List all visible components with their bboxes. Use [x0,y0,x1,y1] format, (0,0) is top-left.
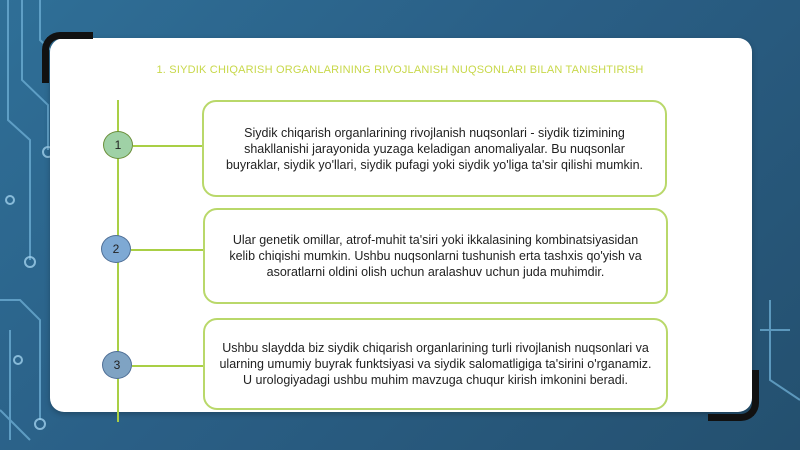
slide-title: 1. SIYDIK CHIQARISH ORGANLARINING RIVOJLANISH NUQSONLARI BILAN TANISHTIRISH [156,64,644,76]
card-corner-bottom-right [708,370,759,421]
content-box-3 [203,318,668,410]
content-box-1 [202,100,667,197]
timeline-node-3: 3 [102,351,132,379]
content-text-3: Ushbu slaydda biz siydik chiqarish organlarining turli rivojlanish nuqsonlari va ularning umumiy buyrak funktsiyasi va siydik salomatligiga ta'sirini o'rganamiz. U urologiyadagi ushbu muhim mavzuga chuqur kirish imkonini beradi. [219,341,652,387]
timeline-node-1: 1 [103,131,133,159]
timeline-node-2: 2 [101,235,131,263]
connector-1 [133,145,203,147]
connector-2 [131,249,204,251]
content-text-2: Ular genetik omillar, atrof-muhit ta'siri yoki ikkalasining kombinatsiyasidan kelib chiqishi mumkin. Ushbu nuqsonlarni tushunish erta tashxis qo'yish va asoratlarni oldini olish uchun aralashuv uchun juda muhimdir. [229,233,642,279]
content-text-1: Siydik chiqarish organlarining rivojlanish nuqsonlari - siydik tizimining shakllanishi jarayonida yuzaga keladigan anomaliyalar. Bu nuqsonlar buyraklar, siydik yo'llari, siydik pufagi yoki siydik yo'liga ta'sir qilishi mumkin. [225,125,644,172]
connector-3 [132,365,204,367]
content-box-2 [203,208,668,304]
